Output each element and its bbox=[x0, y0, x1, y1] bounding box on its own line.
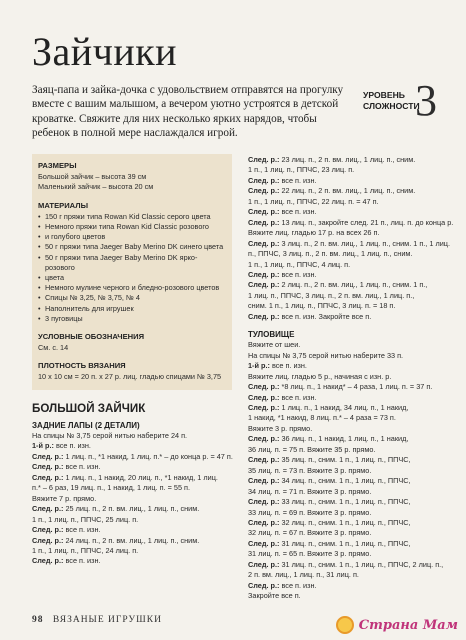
difficulty-value: 3 bbox=[415, 76, 437, 125]
sizes-line: Большой зайчик – высота 39 см bbox=[38, 172, 147, 181]
materials-heading: МАТЕРИАЛЫ bbox=[38, 200, 88, 210]
watermark bbox=[336, 618, 462, 638]
instruction-line: След. р.: 34 лиц. п., сним. 1 п., 1 лиц. п., ППЧС, bbox=[248, 476, 411, 486]
instruction-line: п.* – 6 раз, 19 лиц. п., 1 накид, 1 лиц. п. = 55 п. bbox=[32, 483, 191, 493]
torso-instructions bbox=[248, 340, 453, 601]
instruction-line: След. р.: 31 лиц. п., сним. 1 п., 1 лиц. п., ППЧС, bbox=[248, 538, 411, 548]
instruction-line: Закройте все п. bbox=[248, 591, 301, 601]
instruction-line: След. р.: 1 лиц. п., *1 накид, 1 лиц. п.* – до конца р. = 47 п. bbox=[32, 451, 233, 461]
page-number: 98 bbox=[32, 615, 44, 625]
sizes-line: Маленький зайчик – высота 20 см bbox=[38, 182, 154, 192]
instruction-line: 1 п., 1 лиц. п., ППЧС, 4 лиц. п. bbox=[248, 259, 351, 269]
instruction-line: След. р.: все п. изн. bbox=[248, 392, 317, 402]
instruction-line: Вяжите лиц. гладью 5 р., начиная с изн. р. bbox=[248, 371, 392, 381]
instruction-line: Вяжите от шеи. bbox=[248, 340, 301, 350]
intro-paragraph: Заяц-папа и зайка-дочка с удовольствием отправятся на прогулку вместе с вашим малышом, а вечером уютно устроятся в детской кроватке. Свяжите для них несколько ярких нарядов, чтобы ребенок в полной мере наслаждался игрой. bbox=[32, 84, 344, 140]
instruction-line: 35 лиц. п. = 73 п. Вяжите 3 р. прямо. bbox=[248, 465, 372, 475]
sun-icon bbox=[336, 616, 354, 634]
instruction-line: След. р.: *8 лиц. п., 1 накид* – 4 раза, 1 лиц. п. = 37 п. bbox=[248, 382, 433, 392]
materials-item: • и голубого цветов bbox=[38, 232, 226, 242]
instruction-line: 1-й р.: все п. изн. bbox=[248, 361, 307, 371]
hind-legs-instructions bbox=[32, 431, 237, 567]
instruction-line: Вяжите 7 р. прямо. bbox=[32, 493, 97, 503]
legend-text: См. с. 14 bbox=[38, 343, 69, 353]
instruction-line: След. р.: 23 лиц. п., 2 п. вм. лиц., 1 лиц. п., сним. bbox=[248, 155, 416, 164]
materials-item: • 50 г пряжи типа Jaeger Baby Merino DK синего цвета bbox=[38, 242, 226, 252]
instruction-line: След. р.: 35 лиц. п., сним. 1 п., 1 лиц. п., ППЧС, bbox=[248, 455, 411, 465]
instruction-line: След. р.: 31 лиц. п., сним. 1 п., 1 лиц. п., ППЧС, 2 лиц. п., bbox=[248, 559, 444, 569]
instruction-line: След. р.: все п. изн. bbox=[32, 462, 101, 472]
instruction-line: След. р.: все п. изн. Закройте все п. bbox=[248, 311, 372, 321]
instruction-line: 1 п., 1 лиц. п., ППЧС, 24 лиц. п. bbox=[32, 545, 139, 555]
instruction-line: След. р.: все п. изн. bbox=[248, 207, 317, 217]
materials-item: • 50 г пряжи типа Jaeger Baby Merino DK ярко-розового bbox=[38, 253, 226, 273]
instruction-line: След. р.: 36 лиц. п., 1 накид, 1 лиц. п., 1 накид, bbox=[248, 434, 409, 444]
instruction-line: 31 лиц. п. = 65 п. Вяжите 3 р. прямо. bbox=[248, 549, 372, 559]
instruction-line: След. р.: 13 лиц. п., закройте след. 21 п., лиц. п. до конца р. bbox=[248, 217, 454, 227]
materials-item: • цвета bbox=[38, 273, 226, 283]
instruction-line: След. р.: 33 лиц. п., сним. 1 п., 1 лиц. п., ППЧС, bbox=[248, 497, 411, 507]
materials-item: • Немного мулине черного и бледно-розового цветов bbox=[38, 283, 226, 293]
watermark-text: Страна Мам bbox=[358, 618, 458, 633]
torso-heading: ТУЛОВИЩЕ bbox=[248, 330, 295, 340]
instruction-line: 1 п., 1 лиц. п., ППЧС, 23 лиц. п. bbox=[248, 165, 355, 175]
instruction-line: 1 п., 1 лиц. п., ППЧС, 25 лиц. п. bbox=[32, 514, 139, 524]
instruction-line: Вяжите 3 р. прямо. bbox=[248, 423, 313, 433]
instruction-line: След. р.: 1 лиц. п., 1 накид, 34 лиц. п., 1 накид, bbox=[248, 402, 409, 412]
instruction-line: След. р.: 22 лиц. п., 2 п. вм. лиц., 1 лиц. п., сним. bbox=[248, 186, 416, 196]
hind-legs-continued bbox=[248, 155, 453, 322]
big-bunny-heading: БОЛЬШОЙ ЗАЙЧИК bbox=[32, 402, 146, 415]
instruction-line: След. р.: 1 лиц. п., 1 накид, 20 лиц. п., *1 накид, 1 лиц. bbox=[32, 472, 218, 482]
instruction-line: п., ППЧС, 3 лиц. п., 2 п. вм. лиц., 1 лиц. п., сним. bbox=[248, 249, 413, 259]
instruction-line: След. р.: 24 лиц. п., 2 п. вм. лиц., 1 лиц. п., сним. bbox=[32, 535, 200, 545]
instruction-line: След. р.: все п. изн. bbox=[248, 269, 317, 279]
section-name: ВЯЗАНЫЕ ИГРУШКИ bbox=[52, 615, 162, 625]
density-heading: ПЛОТНОСТЬ ВЯЗАНИЯ bbox=[38, 361, 126, 371]
materials-item: • 3 пуговицы bbox=[38, 314, 226, 324]
instruction-line: 32 лиц. п. = 67 п. Вяжите 3 р. прямо. bbox=[248, 528, 372, 538]
instruction-line: След. р.: 32 лиц. п., сним. 1 п., 1 лиц. п., ППЧС, bbox=[248, 517, 411, 527]
instruction-line: След. р.: все п. изн. bbox=[32, 556, 101, 566]
instruction-line: След. р.: все п. изн. bbox=[248, 580, 317, 590]
right-column bbox=[248, 155, 453, 602]
big-bunny-section bbox=[32, 421, 237, 567]
instruction-line: 1 накид, *1 накид, 8 лиц. п.* – 4 раза = 73 п. bbox=[248, 413, 396, 423]
difficulty-label-line1: УРОВЕНЬ bbox=[363, 90, 405, 100]
instruction-line: На спицы № 3,75 серой нитью наберите 24 п. bbox=[32, 431, 188, 440]
legend-heading: УСЛОВНЫЕ ОБОЗНАЧЕНИЯ bbox=[38, 332, 145, 342]
instruction-line: 1-й р.: все п. изн. bbox=[32, 441, 91, 451]
instruction-line: 36 лиц. п. = 75 п. Вяжите 35 р. прямо. bbox=[248, 444, 376, 454]
difficulty-label-line2: СЛОЖНОСТИ bbox=[363, 101, 420, 111]
instruction-line: 33 лиц. п. = 69 п. Вяжите 3 р. прямо. bbox=[248, 507, 372, 517]
info-panel bbox=[32, 154, 232, 390]
page-title: Зайчики bbox=[32, 29, 178, 74]
instruction-line: След. р.: 25 лиц. п., 2 п. вм. лиц., 1 лиц. п., сним. bbox=[32, 504, 200, 514]
instruction-line: След. р.: все п. изн. bbox=[32, 525, 101, 535]
instruction-line: След. р.: все п. изн. bbox=[248, 175, 317, 185]
instruction-line: Вяжите лиц. гладью 17 р. на всех 26 п. bbox=[248, 228, 380, 238]
sizes-heading: РАЗМЕРЫ bbox=[38, 161, 77, 170]
instruction-line: 34 лиц. п. = 71 п. Вяжите 3 р. прямо. bbox=[248, 486, 372, 496]
instruction-line: След. р.: 3 лиц. п., 2 п. вм. лиц., 1 лиц. п., сним. 1 п., 1 лиц. bbox=[248, 238, 450, 248]
materials-item: • Наполнитель для игрушек bbox=[38, 304, 226, 314]
instruction-line: 2 п. вм. лиц., 1 лиц. п., 31 лиц. п. bbox=[248, 570, 359, 580]
instruction-line: сним. 1 п., 1 лиц. п., ППЧС, 3 лиц. п. = 18 п. bbox=[248, 301, 396, 311]
materials-list bbox=[38, 212, 226, 324]
instruction-line: На спицы № 3,75 серой нитью наберите 33 п. bbox=[248, 350, 404, 360]
page-footer bbox=[32, 615, 162, 625]
density-text: 10 х 10 см = 20 п. х 27 р. лиц. гладью спицами № 3,75 bbox=[38, 372, 222, 382]
instruction-line: 1 п., 1 лиц. п., ППЧС, 22 лиц. п. = 47 п. bbox=[248, 196, 379, 206]
materials-item: • Спицы № 3,25, № 3,75, № 4 bbox=[38, 293, 226, 303]
materials-item: • 150 г пряжи типа Rowan Kid Classic серого цвета bbox=[38, 212, 226, 222]
difficulty-label bbox=[363, 90, 420, 112]
difficulty-level bbox=[363, 76, 447, 126]
instruction-line: 1 лиц. п., ППЧС, 3 лиц. п., 2 п. вм. лиц., 1 лиц. п., bbox=[248, 290, 415, 300]
instruction-line: След. р.: 2 лиц. п., 2 п. вм. лиц., 1 лиц. п., сним. 1 п., bbox=[248, 280, 428, 290]
hind-legs-heading: ЗАДНИЕ ЛАПЫ (2 ДЕТАЛИ) bbox=[32, 421, 140, 430]
materials-item: • Немного пряжи типа Rowan Kid Classic розового bbox=[38, 222, 226, 232]
